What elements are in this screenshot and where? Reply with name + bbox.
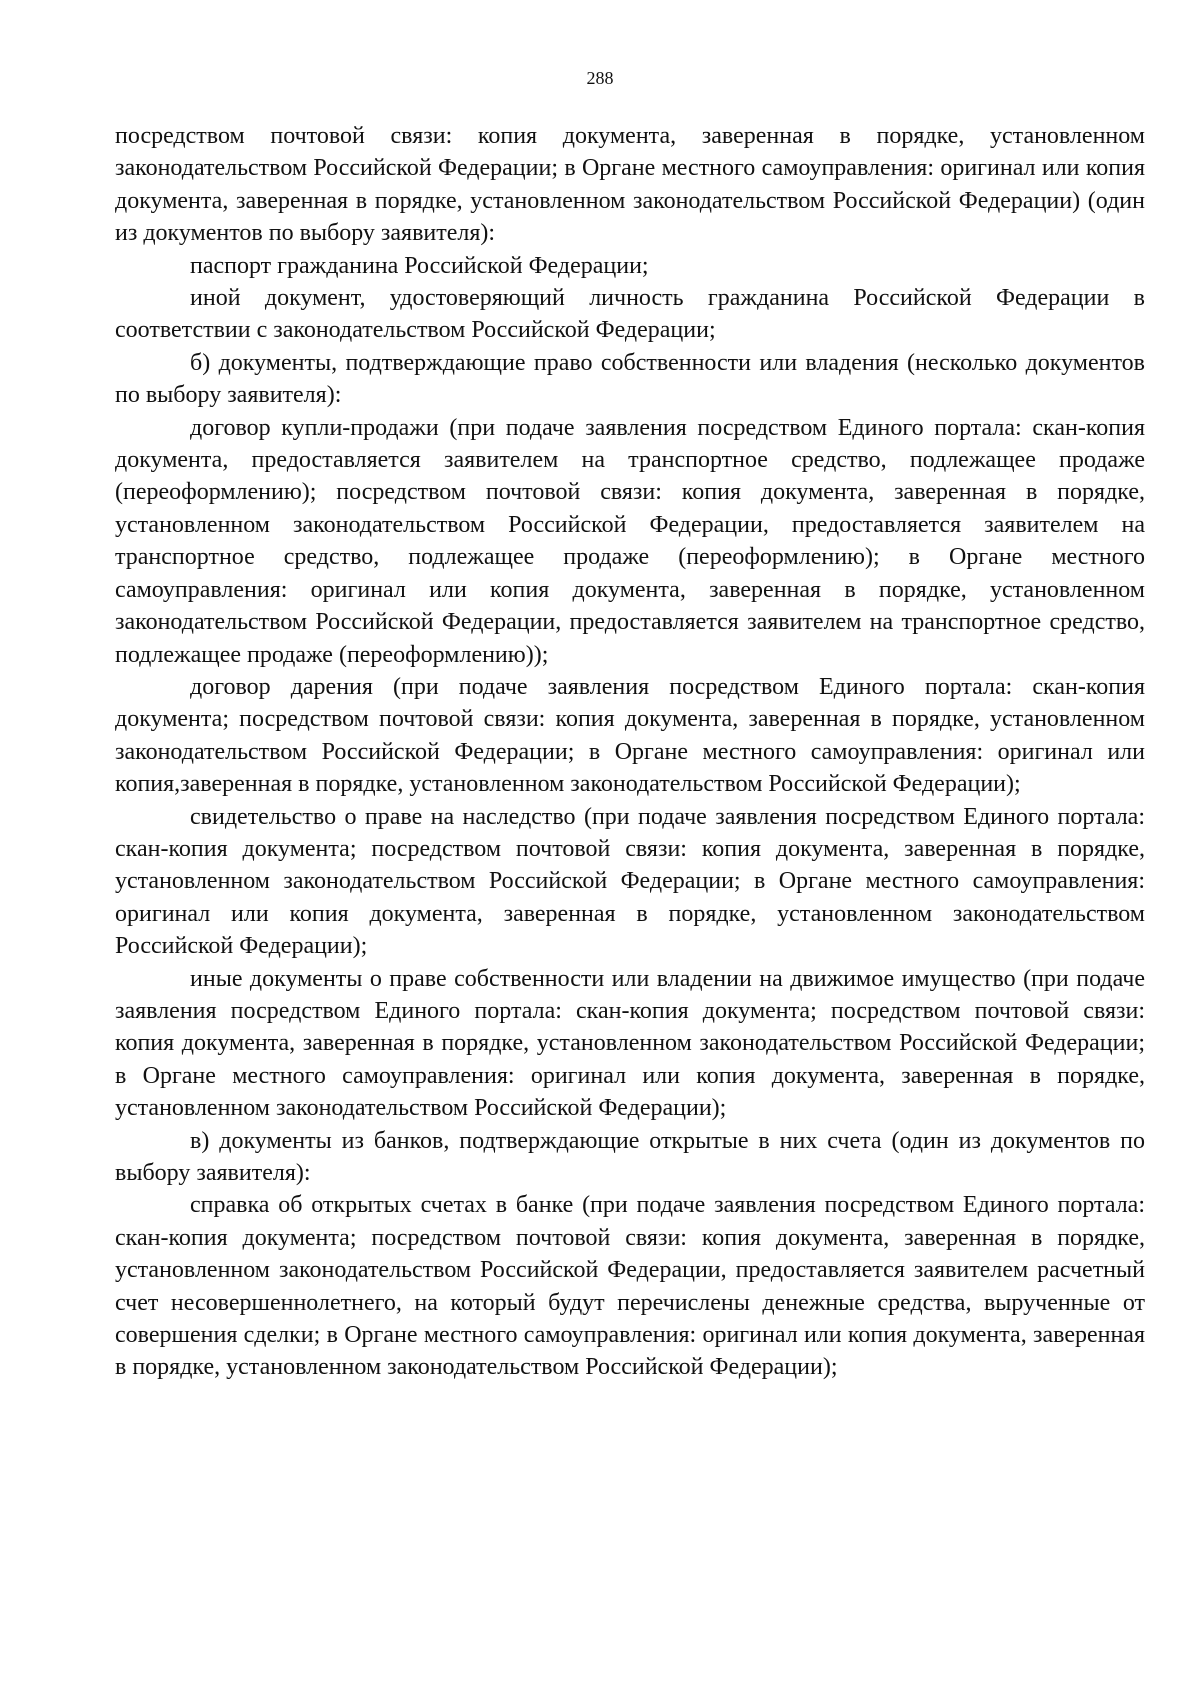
- paragraph-continuation: посредством почтовой связи: копия документа, заверенная в порядке, установленном законодательством Российской Федерации; в Органе местного самоуправления: оригинал или копия документа, заверенная в порядке, установленном законодательством Российской Федерации) (один из документов по выбору заявителя):: [115, 123, 1145, 247]
- document-body: [115, 120, 1145, 1384]
- paragraph-sale-contract: договор купли-продажи (при подаче заявления посредством Единого портала: скан-копия документа, предоставляется заявителем на транспортное средство, подлежащее продаже (переоформлению); посредством почтовой связи: копия документа, заверенная в порядке, установленном законодательством Российской Федерации, предоставляется заявителем на транспортное средство, подлежащее продаже (переоформлению); в Органе местного самоуправления: оригинал или копия документа, заверенная в порядке, установленном законодательством Российской Федерации, предоставляется заявителем на транспортное средство, подлежащее продаже (переоформлению));: [115, 414, 1145, 668]
- page-number: 288: [586, 68, 614, 88]
- paragraph-passport: паспорт гражданина Российской Федерации;: [190, 252, 649, 279]
- paragraph-bank-docs: в) документы из банков, подтверждающие открытые в них счета (один из документов по выбору заявителя):: [115, 1127, 1145, 1186]
- paragraph-other-id: иной документ, удостоверяющий личность гражданина Российской Федерации в соответствии с законодательством Российской Федерации;: [115, 285, 1145, 344]
- paragraph-other-ownership: иные документы о праве собственности или владении на движимое имущество (при подаче заявления посредством Единого портала: скан-копия документа; посредством почтовой связи: копия документа, заверенная в порядке, установленном законодательством Российской Федерации; в Органе местного самоуправления: оригинал или копия документа, заверенная в порядке, установленном законодательством Российской Федерации);: [115, 965, 1145, 1122]
- paragraph-gift-contract: договор дарения (при подаче заявления посредством Единого портала: скан-копия документа; посредством почтовой связи: копия документа, заверенная в порядке, установленном законодательством Российской Федерации; в Органе местного самоуправления: оригинал или копия,заверенная в порядке, установленном законодательством Российской Федерации);: [115, 673, 1145, 798]
- paragraph-ownership-docs: б) документы, подтверждающие право собственности или владения (несколько документов по выбору заявителя):: [115, 349, 1145, 409]
- paragraph-inheritance: свидетельство о праве на наследство (при подаче заявления посредством Единого портала: скан-копия документа; посредством почтовой связи: копия документа, заверенная в порядке, установленном законодательством Российской Федерации; в Органе местного самоуправления: оригинал или копия документа, заверенная в порядке, установленном законодательством Российской Федерации);: [115, 803, 1145, 960]
- paragraph-bank-certificate: справка об открытых счетах в банке (при подаче заявления посредством Единого портала: скан-копия документа; посредством почтовой связи: копия документа, заверенная в порядке, установленном законодательством Российской Федерации, предоставляется заявителем расчетный счет несовершеннолетнего, на который будут перечислены денежные средства, вырученные от совершения сделки; в Органе местного самоуправления: оригинал или копия документа, заверенная в порядке, установленном законодательством Российской Федерации);: [115, 1192, 1145, 1381]
